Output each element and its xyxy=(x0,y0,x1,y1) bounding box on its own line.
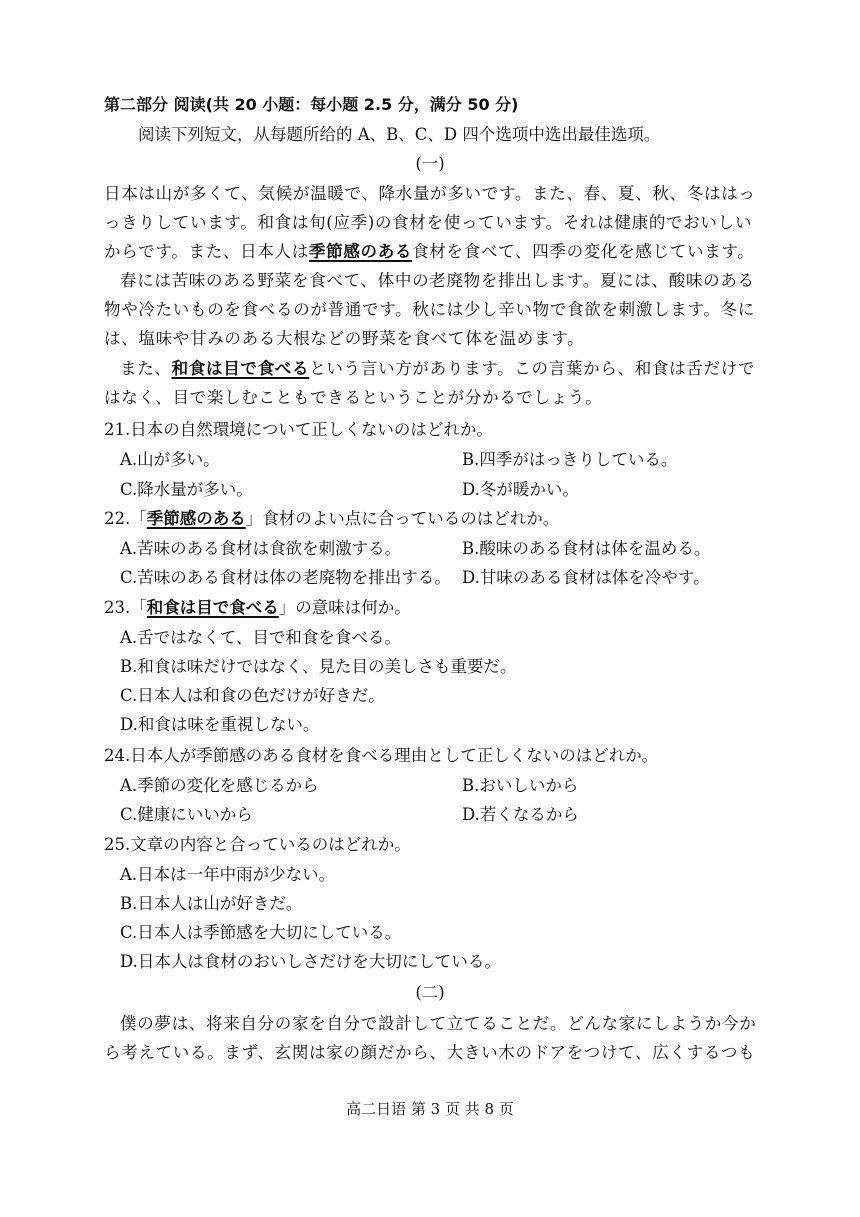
passage2-heading: (二) xyxy=(415,983,445,1002)
question-text: 」食材のよい点に合っているのはどれか。 xyxy=(245,509,560,528)
question-21-option-b: B.四季がはっきりしている。 xyxy=(462,450,678,469)
passage-text: という言い方があります。この言葉から、和食は舌だけで xyxy=(309,359,756,378)
question-24-option-c: C.健康にいいから xyxy=(120,805,253,824)
passage1-line xyxy=(104,241,754,263)
question-24-option-d: D.若くなるから xyxy=(462,805,579,824)
question-21-option-d: D.冬が暖かい。 xyxy=(462,480,579,499)
underlined-phrase: 季節感のある xyxy=(146,509,246,528)
passage2-line: 僕の夢は、将来自分の家を自分で設計して立てることだ。どんな家にしようか今か xyxy=(120,1014,757,1033)
question-22-option-a: A.苦味のある食材は食欲を刺激する。 xyxy=(120,539,402,558)
underlined-phrase: 和食は目で食べる xyxy=(171,359,310,378)
passage1-line: 物や冷たいものを食べるのが普通です。秋には少し辛い物で食欲を刺激します。冬に xyxy=(104,300,755,319)
question-text: 23.「 xyxy=(104,598,147,617)
question-25-option-a: A.日本は一年中雨が少ない。 xyxy=(120,865,336,884)
passage1-line: はなく、目で楽しむこともできるということが分かるでしょう。 xyxy=(104,388,603,407)
page-footer: 高二日语 第 3 页 共 8 页 xyxy=(346,1100,514,1118)
question-23-option-a: A.舌ではなくて、目で和食を食べる。 xyxy=(120,628,401,647)
question-23-option-b: B.和食は味だけではなく、見た目の美しさも重要だ。 xyxy=(120,657,517,676)
question-24-option-b: B.おいしいから xyxy=(462,776,579,795)
question-24-option-a: A.季節の変化を感じるから xyxy=(120,776,319,795)
question-24-stem: 24.日本人が季節感のある食材を食べる理由として正しくないのはどれか。 xyxy=(104,746,659,765)
underlined-phrase: 和食は目で食べる xyxy=(146,598,279,617)
passage-text: また、 xyxy=(120,359,172,378)
underlined-phrase: 季節感のある xyxy=(308,242,413,261)
question-25-stem: 25.文章の内容と合っているのはどれか。 xyxy=(104,835,411,854)
section-instruction: 阅读下列短文，从每题所给的 A、B、C、D 四个选项中选出最佳选项。 xyxy=(138,125,661,144)
passage1-line: 日本は山が多くて、気候が温暖で、降水量が多いです。また、春、夏、秋、冬ははっ xyxy=(104,184,756,203)
question-text: 」の意味は何か。 xyxy=(278,598,411,617)
question-25-option-c: C.日本人は季節感を大切にしている。 xyxy=(120,923,402,942)
question-25-option-d: D.日本人は食材のおいしさだけを大切にしている。 xyxy=(120,952,501,971)
passage-text: 食材を食べて、四季の変化を感じています。 xyxy=(412,242,755,261)
passage1-heading: (一) xyxy=(415,154,445,173)
question-22-stem xyxy=(104,508,559,530)
question-21-option-c: C.降水量が多い。 xyxy=(120,480,253,499)
question-23-option-d: D.和食は味を重視しない。 xyxy=(120,715,320,734)
question-text: 22.「 xyxy=(104,509,147,528)
passage-text: からです。また、日本人は xyxy=(104,242,309,261)
question-23-stem xyxy=(104,597,411,619)
question-25-option-b: B.日本人は山が好きだ。 xyxy=(120,894,303,913)
passage2-line: ら考えている。まず、玄関は家の顔だから、大きい木のドアをつけて、広くするつも xyxy=(104,1043,756,1062)
question-22-option-c: C.苦味のある食材は体の老廃物を排出する。 xyxy=(120,568,451,587)
question-22-option-b: B.酸味のある食材は体を温める。 xyxy=(462,539,711,558)
question-23-option-c: C.日本人は和食の色だけが好きだ。 xyxy=(120,686,385,705)
question-22-option-d: D.甘味のある食材は体を冷やす。 xyxy=(462,568,710,587)
question-21-stem: 21.日本の自然環境について正しくないのはどれか。 xyxy=(104,420,493,439)
passage1-line: 春には苦味のある野菜を食べて、体中の老廃物を排出します。夏には、酸味のある xyxy=(120,271,755,290)
section-title: 第二部分 阅读(共 20 小题：每小题 2.5 分，满分 50 分) xyxy=(104,95,519,114)
passage1-line xyxy=(120,358,755,380)
question-21-option-a: A.山が多い。 xyxy=(120,450,220,469)
passage1-line: は、塩味や甘みのある大根などの野菜を食べて体を温めます。 xyxy=(104,329,585,348)
passage1-line: っきりしています。和食は旬(应季)の食材を使っています。それは健康的でおいしい xyxy=(104,213,753,232)
